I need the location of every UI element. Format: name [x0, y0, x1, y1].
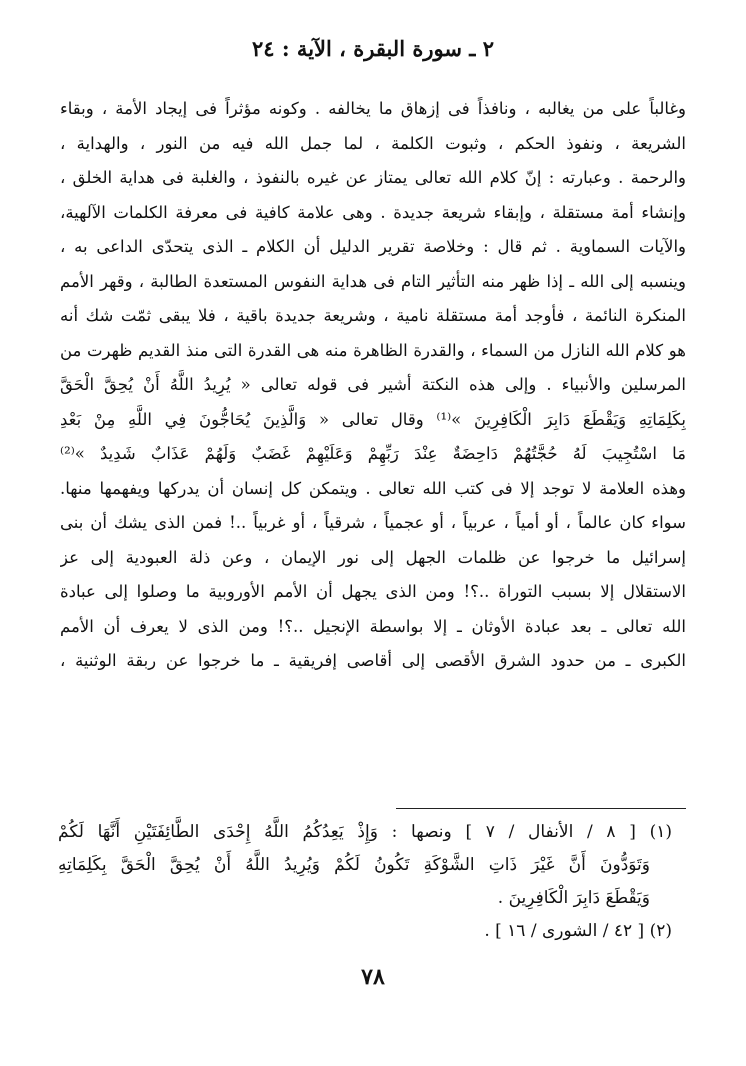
text-line: بِكَلِمَاتِهِ وَيَقْطَعَ دَابِرَ الْكَافِرِينَ »⁽¹⁾ وقال تعالى « وَالَّذِينَ يُحَاجُّونَ فِي اللَّهِ مِنْ بَعْدِ — [60, 409, 686, 429]
running-head: ٢ ـ سورة البقرة ، الآية : ٢٤ — [252, 36, 494, 61]
text-line: إسرائيل ما خرجوا عن ظلمات الجهل إلى نور الإيمان ، وعن ذلة العبودية إلى عز — [60, 547, 686, 567]
text-line: الكبرى ـ من حدود الشرق الأقصى إلى أقاصى إفريقية ـ ما خرجوا عن ربقة الوثنية ، — [60, 651, 686, 670]
text-line: وغالباً على من يغالبه ، ونافذاً فى إزهاق ما يخالفه . وكونه مؤثراً فى إيجاد الأمة ، وبقاء — [60, 99, 686, 118]
text-line: الله تعالى ـ بعد عبادة الأوثان ـ إلا بواسطة الإنجيل ..؟! ومن الذى لا يعرف أن الأمم — [60, 616, 686, 636]
text-line: مَا اسْتُجِيبَ لَهُ حُجَّتُهُمْ دَاحِضَةٌ عِنْدَ رَبِّهِمْ وَعَلَيْهِمْ غَضَبٌ وَلَهُمْ عَذَابٌ شَدِيدٌ »⁽²⁾ — [60, 444, 686, 463]
footnotes — [58, 816, 672, 948]
footnote-separator — [396, 808, 686, 809]
text-line: المرسلين والأنبياء . وإلى هذه النكتة أشير فى قوله تعالى « يُرِيدُ اللَّهُ أَنْ يُحِقَّ الْحَقَّ — [60, 375, 686, 394]
text-line: والرحمة . وعبارته : إنّ كلام الله تعالى يمتاز عن غيره بالنفوذ ، والغلبة فى هداية الخلق ، — [60, 168, 686, 187]
text-line: والآيات السماوية . ثم قال : وخلاصة تقرير الدليل أن الكلام ـ الذى يتحدّى الداعى به ، — [60, 237, 686, 256]
footnote-1-line: وَيَقْطَعَ دَابِرَ الْكَافِرِينَ . — [497, 888, 650, 908]
text-line: الاستقلال إلا بسبب التوراة ..؟! ومن الذى يجهل أن الأمم الأوروبية ما وصلوا إلى عبادة — [60, 582, 686, 601]
text-line: سواء كان عالماً ، أو أمياً ، عربياً ، أو عجمياً ، شرقياً ، أو غربياً ..! فمن الذى يشك أن بنى — [60, 513, 686, 532]
text-line: الشريعة ، ونفوذ الحكم ، وثبوت الكلمة ، لما جمل الله فيه من النور ، والهداية ، — [60, 133, 686, 153]
text-line: هو كلام الله النازل من السماء ، والقدرة الظاهرة منه هى القدرة التى منذ القديم ظهرت من — [60, 340, 686, 360]
text-line: المنكرة النائمة ، فأوجد أمة مستقلة نامية ، وشريعة جديدة باقية ، فلا يبقى ثمّت شك أنه — [60, 306, 686, 325]
text-line: وإنشاء أمة مستقلة ، وإبقاء شريعة جديدة . وهى علامة كافية فى معرفة الكلمات الآلهية، — [60, 202, 686, 222]
text-line: وهذه العلامة لا توجد إلا فى كتب الله تعالى . ويتمكن كل إنسان أن يدركها ويفهمها منها. — [60, 478, 686, 498]
page-number: ٧٨ — [361, 964, 385, 990]
footnote-1-line: وَتَوَدُّونَ أَنَّ غَيْرَ ذَاتِ الشَّوْكَةِ تَكُونُ لَكُمْ وَيُرِيدُ اللَّهُ أَنْ يُحِقَّ الْحَقَّ بِكَلِمَاتِهِ — [58, 855, 650, 875]
main-text — [60, 92, 686, 679]
text-line: وينسبه إلى الله ـ إذا ظهر منه التأثير التام فى هداية النفوس المستعدة الطالبة ، وقهر الأمم — [60, 271, 686, 291]
footnote-1-line: (١) [ ٨ / الأنفال / ٧ ] ونصها : وَإِذْ يَعِدُكُمُ اللَّهُ إِحْدَى الطَّائِفَتَيْنِ أَنَّهَا لَكُمْ — [58, 822, 672, 842]
footnote-2-line: (٢) [ ٤٢ / الشورى / ١٦ ] . — [484, 921, 672, 941]
